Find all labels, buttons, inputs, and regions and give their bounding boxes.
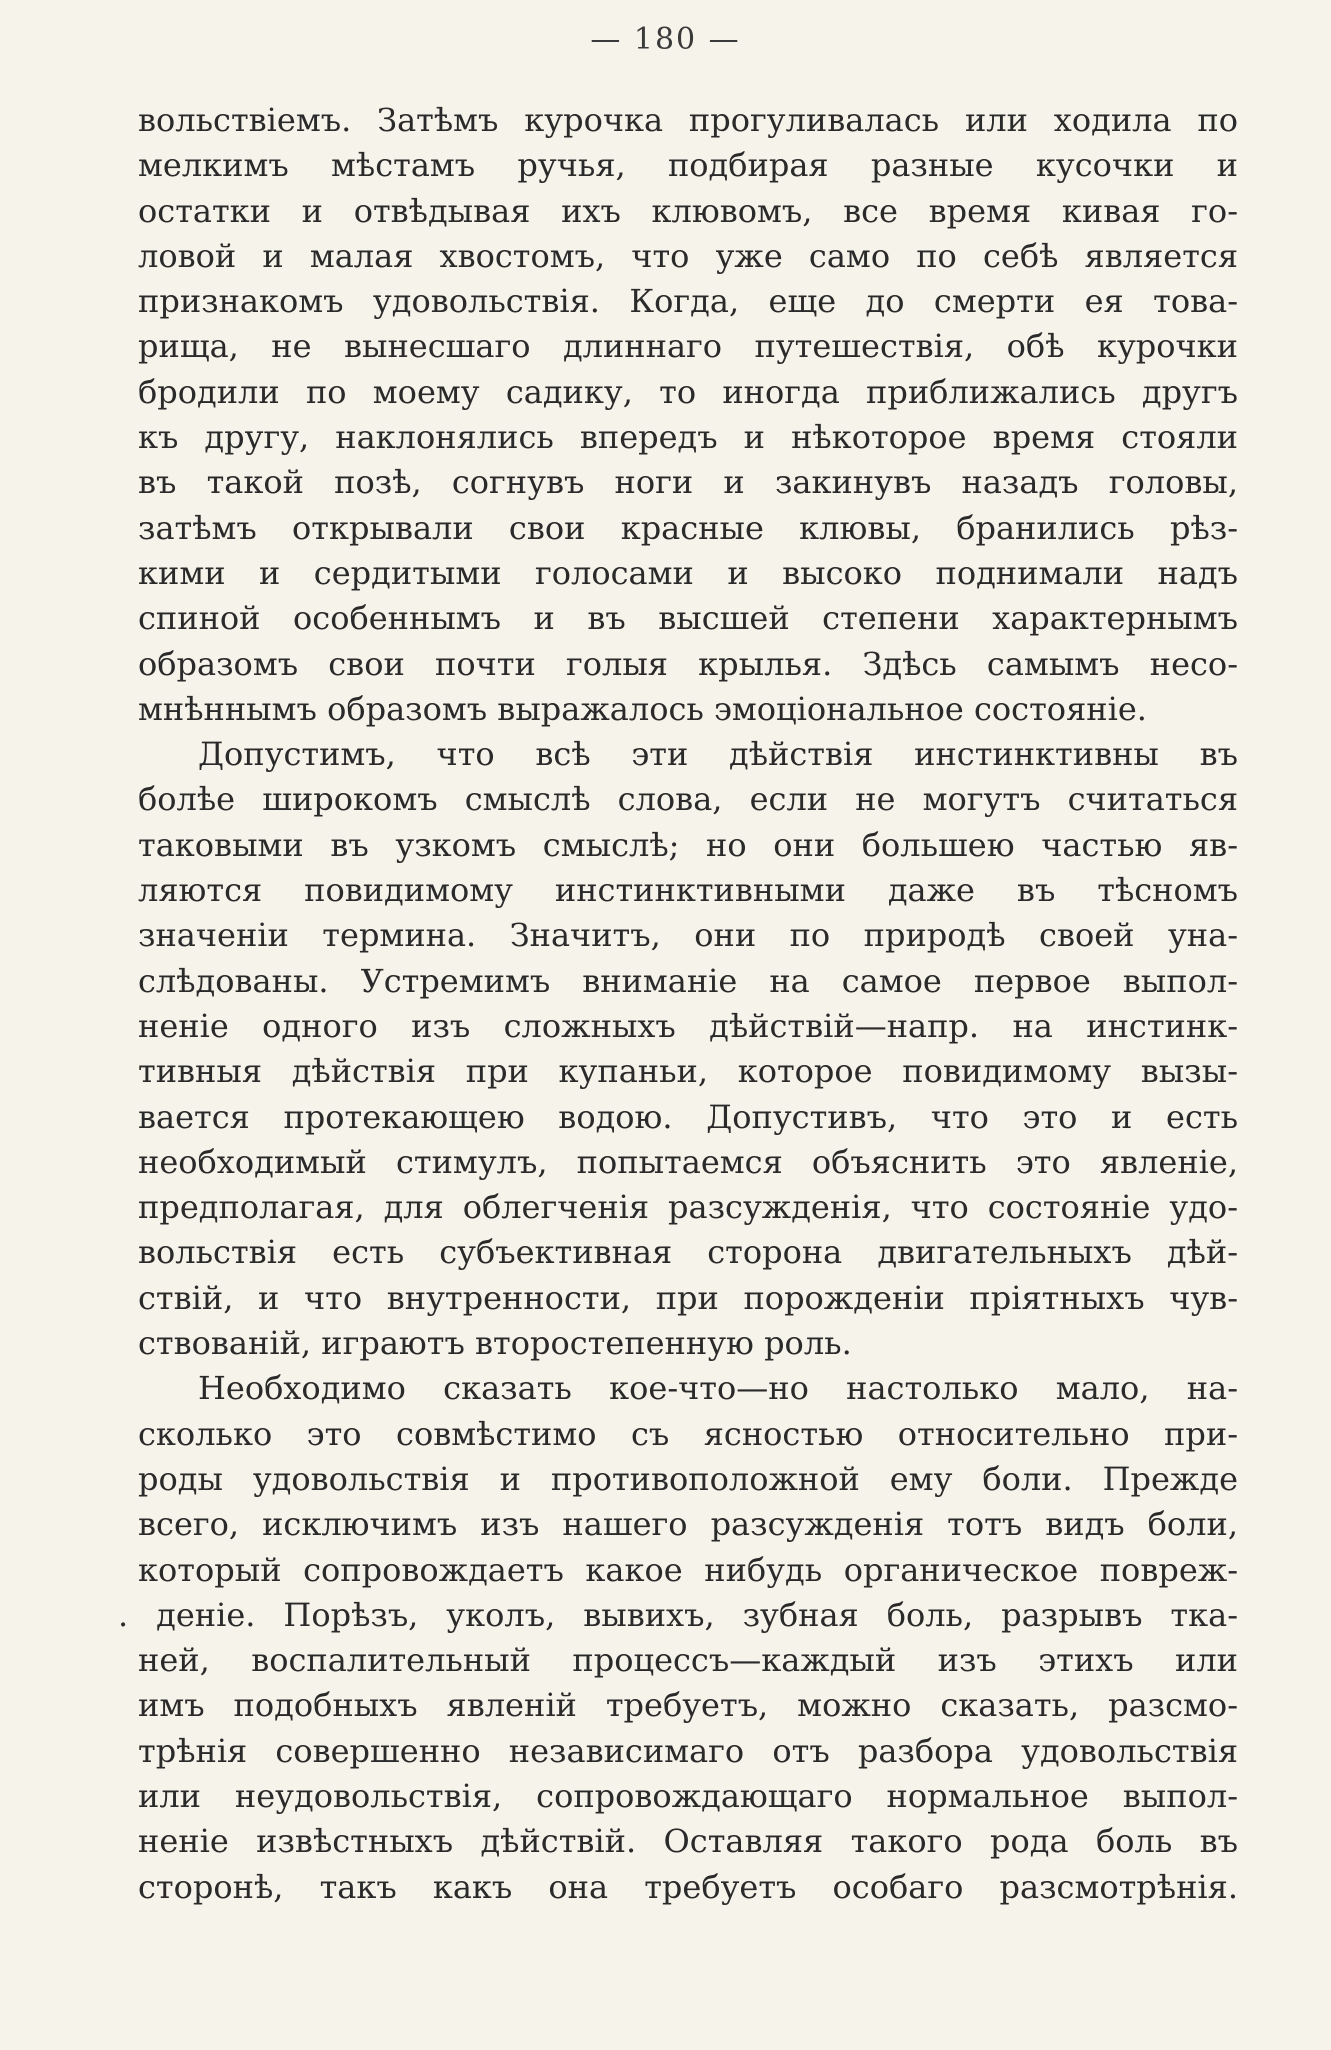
text-line: спиной особеннымъ и въ высшей степени характернымъ bbox=[138, 599, 1238, 638]
text-line: слѣдованы. Устремимъ вниманіе на самое первое выпол- bbox=[138, 961, 1238, 1000]
page-number: — 180 — bbox=[590, 22, 741, 57]
text-line: ловой и малая хвостомъ, что уже само по себѣ является bbox=[138, 236, 1238, 275]
text-line: образомъ свои почти голыя крылья. Здѣсь самымъ несо- bbox=[138, 644, 1238, 683]
text-line: который сопровождаетъ какое нибудь органическое повреж- bbox=[138, 1550, 1238, 1589]
text-line: ляются повидимому инстинктивными даже въ тѣсномъ bbox=[138, 871, 1238, 910]
text-line: неніе извѣстныхъ дѣйствій. Оставляя такого рода боль въ bbox=[138, 1822, 1238, 1861]
text-line: таковыми въ узкомъ смыслѣ; но они большею частью яв- bbox=[138, 825, 1238, 864]
text-line: необходимый стимулъ, попытаемся объяснить это явленіе, bbox=[138, 1142, 1238, 1181]
text-line: значеніи термина. Значитъ, они по природѣ своей уна- bbox=[138, 916, 1238, 955]
text-line: сколько это совмѣстимо съ ясностью относительно при- bbox=[138, 1414, 1238, 1453]
text-line: признакомъ удовольствія. Когда, еще до смерти ея това- bbox=[138, 282, 1238, 321]
text-line: или неудовольствія, сопровождающаго нормальное выпол- bbox=[138, 1776, 1238, 1815]
text-line: ствій, и что внутренности, при порожденіи пріятныхъ чув- bbox=[138, 1278, 1238, 1317]
text-line: болѣе широкомъ смыслѣ слова, если не могутъ считаться bbox=[138, 780, 1238, 819]
text-line: трѣнія совершенно независимаго отъ разбора удовольствія bbox=[138, 1731, 1238, 1770]
text-line: имъ подобныхъ явленій требуетъ, можно сказать, разсмо- bbox=[138, 1686, 1238, 1725]
text-line: вольствіемъ. Затѣмъ курочка прогуливалась или ходила по bbox=[138, 101, 1238, 139]
text-line: затѣмъ открывали свои красные клювы, бранились рѣз- bbox=[138, 508, 1238, 547]
text-line: роды удовольствія и противоположной ему боли. Прежде bbox=[138, 1459, 1238, 1498]
text-line: Необходимо сказать кое-что—но настолько мало, на- bbox=[198, 1369, 1238, 1408]
text-line: сторонѣ, такъ какъ она требуетъ особаго разсмотрѣнія. bbox=[138, 1867, 1238, 1906]
text-line: . деніе. Порѣзъ, уколъ, вывихъ, зубная боль, разрывъ тка- bbox=[118, 1595, 1238, 1634]
text-line: мнѣннымъ образомъ выражалось эмоціональное состояніе. bbox=[138, 689, 1147, 728]
text-line: тивныя дѣйствія при купаньи, которое повидимому вызы- bbox=[138, 1052, 1238, 1091]
text-line: остатки и отвѣдывая ихъ клювомъ, все время кивая го- bbox=[138, 191, 1238, 230]
text-line: мелкимъ мѣстамъ ручья, подбирая разные кусочки и bbox=[138, 146, 1238, 185]
text-line: кими и сердитыми голосами и высоко поднимали надъ bbox=[138, 553, 1238, 592]
text-line: рища, не вынесшаго длиннаго путешествія, обѣ курочки bbox=[138, 327, 1238, 366]
text-line: вольствія есть субъективная сторона двигательныхъ дѣй- bbox=[138, 1233, 1238, 1272]
text-line: предполагая, для облегченія разсужденія, что состояніе удо- bbox=[138, 1188, 1238, 1227]
text-line: неніе одного изъ сложныхъ дѣйствій—напр. на инстинк- bbox=[138, 1006, 1238, 1045]
text-line: въ такой позѣ, согнувъ ноги и закинувъ назадъ головы, bbox=[138, 463, 1238, 502]
text-line: бродили по моему садику, то иногда приближались другъ bbox=[138, 372, 1238, 411]
text-line: всего, исключимъ изъ нашего разсужденія тотъ видъ боли, bbox=[138, 1505, 1238, 1544]
body-text bbox=[118, 98, 1238, 1910]
text-line: ствованій, играютъ второстепенную роль. bbox=[138, 1324, 852, 1363]
text-line: къ другу, наклонялись впередъ и нѣкоторое время стояли bbox=[138, 418, 1238, 457]
text-line: вается протекающею водою. Допустивъ, что это и есть bbox=[138, 1097, 1238, 1136]
text-line: ней, воспалительный процессъ—каждый изъ этихъ или bbox=[138, 1641, 1238, 1680]
text-line: Допустимъ, что всѣ эти дѣйствія инстинктивны въ bbox=[198, 735, 1238, 774]
